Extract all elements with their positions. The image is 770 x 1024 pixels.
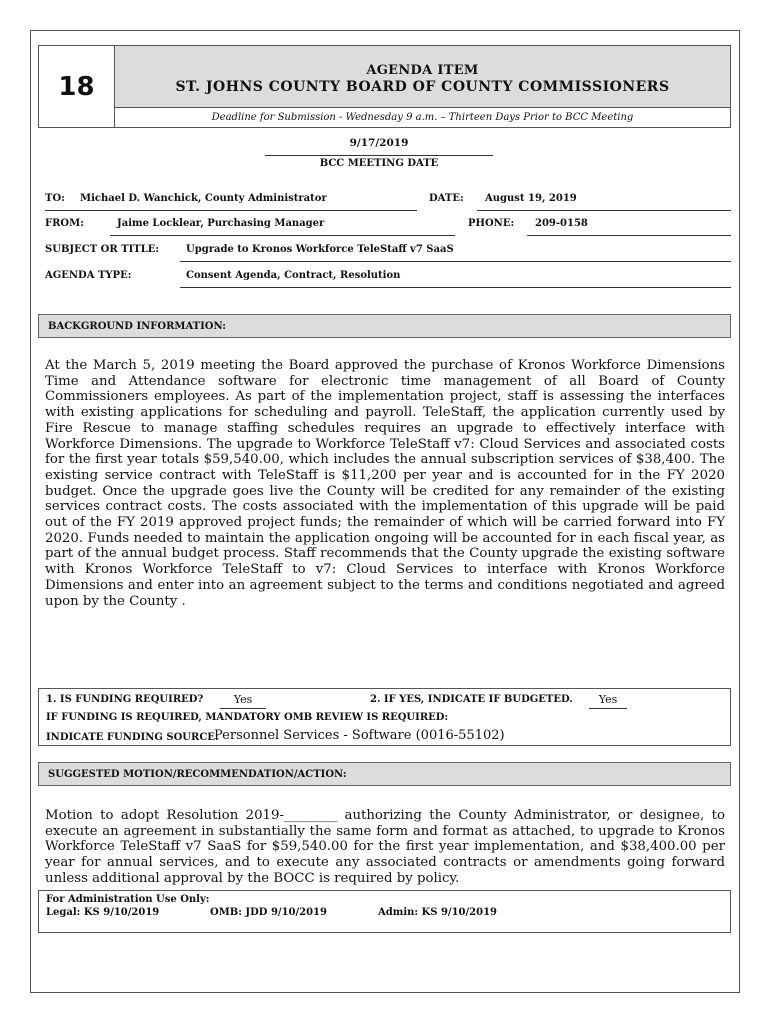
phone-line — [527, 235, 731, 236]
from-line — [110, 235, 455, 236]
to-label: TO: — [45, 193, 65, 204]
to-line — [45, 210, 417, 211]
funding-source-value: Personnel Services - Software (0016-55102) — [214, 728, 505, 743]
to-value: Michael D. Wanchick, County Administrator — [80, 193, 327, 204]
budgeted-value: Yes — [598, 693, 618, 706]
date-line — [477, 210, 731, 211]
background-text: At the March 5, 2019 meeting the Board approved the purchase of Kronos Workforce Dimensions Time and Attendance software for electronic time management of all Board of County Commissioners employees. As part of the implementation project, staff is assessing the interfaces with existing applications for scheduling and payroll. TeleStaff, the application currently used by Fire Rescue to manage staffing schedules requires an upgrade to effectively interface with Workforce Dimensions. The upgrade to Workforce TeleStaff v7: Cloud Services and associated costs for the first year totals $59,540.00, which includes the annual subscription services of $38,400. The existing service contract with TeleStaff is $11,200 per year and is accounted for in the FY 2020 budget. Once the upgrade goes live the County will be credited for any remainder of the existing services contract costs. The costs associated with the implementation of this upgrade will be paid out of the FY 2019 approved project funds; the remainder of which will be carried forward into FY 2020. Funds needed to maintain the application ongoing will be accounted for in each fiscal year, as part of the annual budget process. Staff recommends that the County upgrade the existing software with Kronos Workforce TeleStaff to v7: Cloud Services to interface with Kronos Workforce Dimensions and enter into an agreement subject to the terms and conditions negotiated and agreed upon by the County . — [45, 358, 725, 609]
phone-label: PHONE: — [468, 218, 515, 229]
title-line-2: ST. JOHNS COUNTY BOARD OF COUNTY COMMISSIONERS — [175, 79, 670, 95]
motion-heading: SUGGESTED MOTION/RECOMMENDATION/ACTION: — [38, 762, 731, 786]
date-label: DATE: — [429, 193, 464, 204]
funding-box — [38, 688, 731, 746]
admin-signoff: Admin: KS 9/10/2019 — [378, 907, 497, 918]
budgeted-line — [589, 708, 627, 709]
date-value: August 19, 2019 — [485, 193, 577, 204]
deadline-note: Deadline for Submission - Wednesday 9 a.m. – Thirteen Days Prior to BCC Meeting — [211, 112, 634, 123]
subject-label: SUBJECT OR TITLE: — [45, 244, 160, 255]
agenda-type-line — [180, 287, 731, 288]
subject-value: Upgrade to Kronos Workforce TeleStaff v7 SaaS — [186, 244, 454, 255]
subject-line — [180, 261, 731, 262]
title-line-1: AGENDA ITEM — [366, 63, 479, 78]
background-heading: BACKGROUND INFORMATION: — [38, 314, 731, 338]
legal-signoff: Legal: KS 9/10/2019 — [46, 907, 160, 918]
from-label: FROM: — [45, 218, 84, 229]
funding-required-label: 1. IS FUNDING REQUIRED? — [46, 694, 204, 705]
omb-review-note: IF FUNDING IS REQUIRED, MANDATORY OMB REVIEW IS REQUIRED: — [46, 712, 449, 723]
meeting-date: 9/17/2019 — [349, 137, 409, 149]
funding-source-label: INDICATE FUNDING SOURCE: — [46, 732, 219, 743]
agenda-header — [38, 45, 731, 128]
funding-required-value: Yes — [233, 693, 253, 706]
item-number: 18 — [39, 46, 115, 127]
budgeted-label: 2. IF YES, INDICATE IF BUDGETED. — [370, 694, 573, 705]
phone-value: 209-0158 — [535, 218, 588, 229]
omb-signoff: OMB: JDD 9/10/2019 — [210, 907, 327, 918]
agenda-type-label: AGENDA TYPE: — [45, 270, 132, 281]
from-value: Jaime Locklear, Purchasing Manager — [117, 218, 325, 229]
meeting-date-label: BCC MEETING DATE — [319, 158, 439, 169]
admin-heading: For Administration Use Only: — [46, 894, 210, 905]
meeting-date-underline — [265, 155, 493, 156]
agenda-type-value: Consent Agenda, Contract, Resolution — [186, 270, 401, 281]
funding-required-line — [220, 708, 266, 709]
header-title — [115, 46, 730, 108]
motion-text: Motion to adopt Resolution 2019-________ authorizing the County Administrator, or designee, to execute an agreement in substantially the same form and format as attached, to upgrade to Kronos Workforce TeleStaff v7 SaaS for $59,540.00 for the first year implementation, and $38,400.00 per year for annual services, and to execute any associated contracts or amendments going forward unless additional approval by the BOCC is required by policy. — [45, 808, 725, 886]
admin-use-box — [38, 890, 731, 933]
